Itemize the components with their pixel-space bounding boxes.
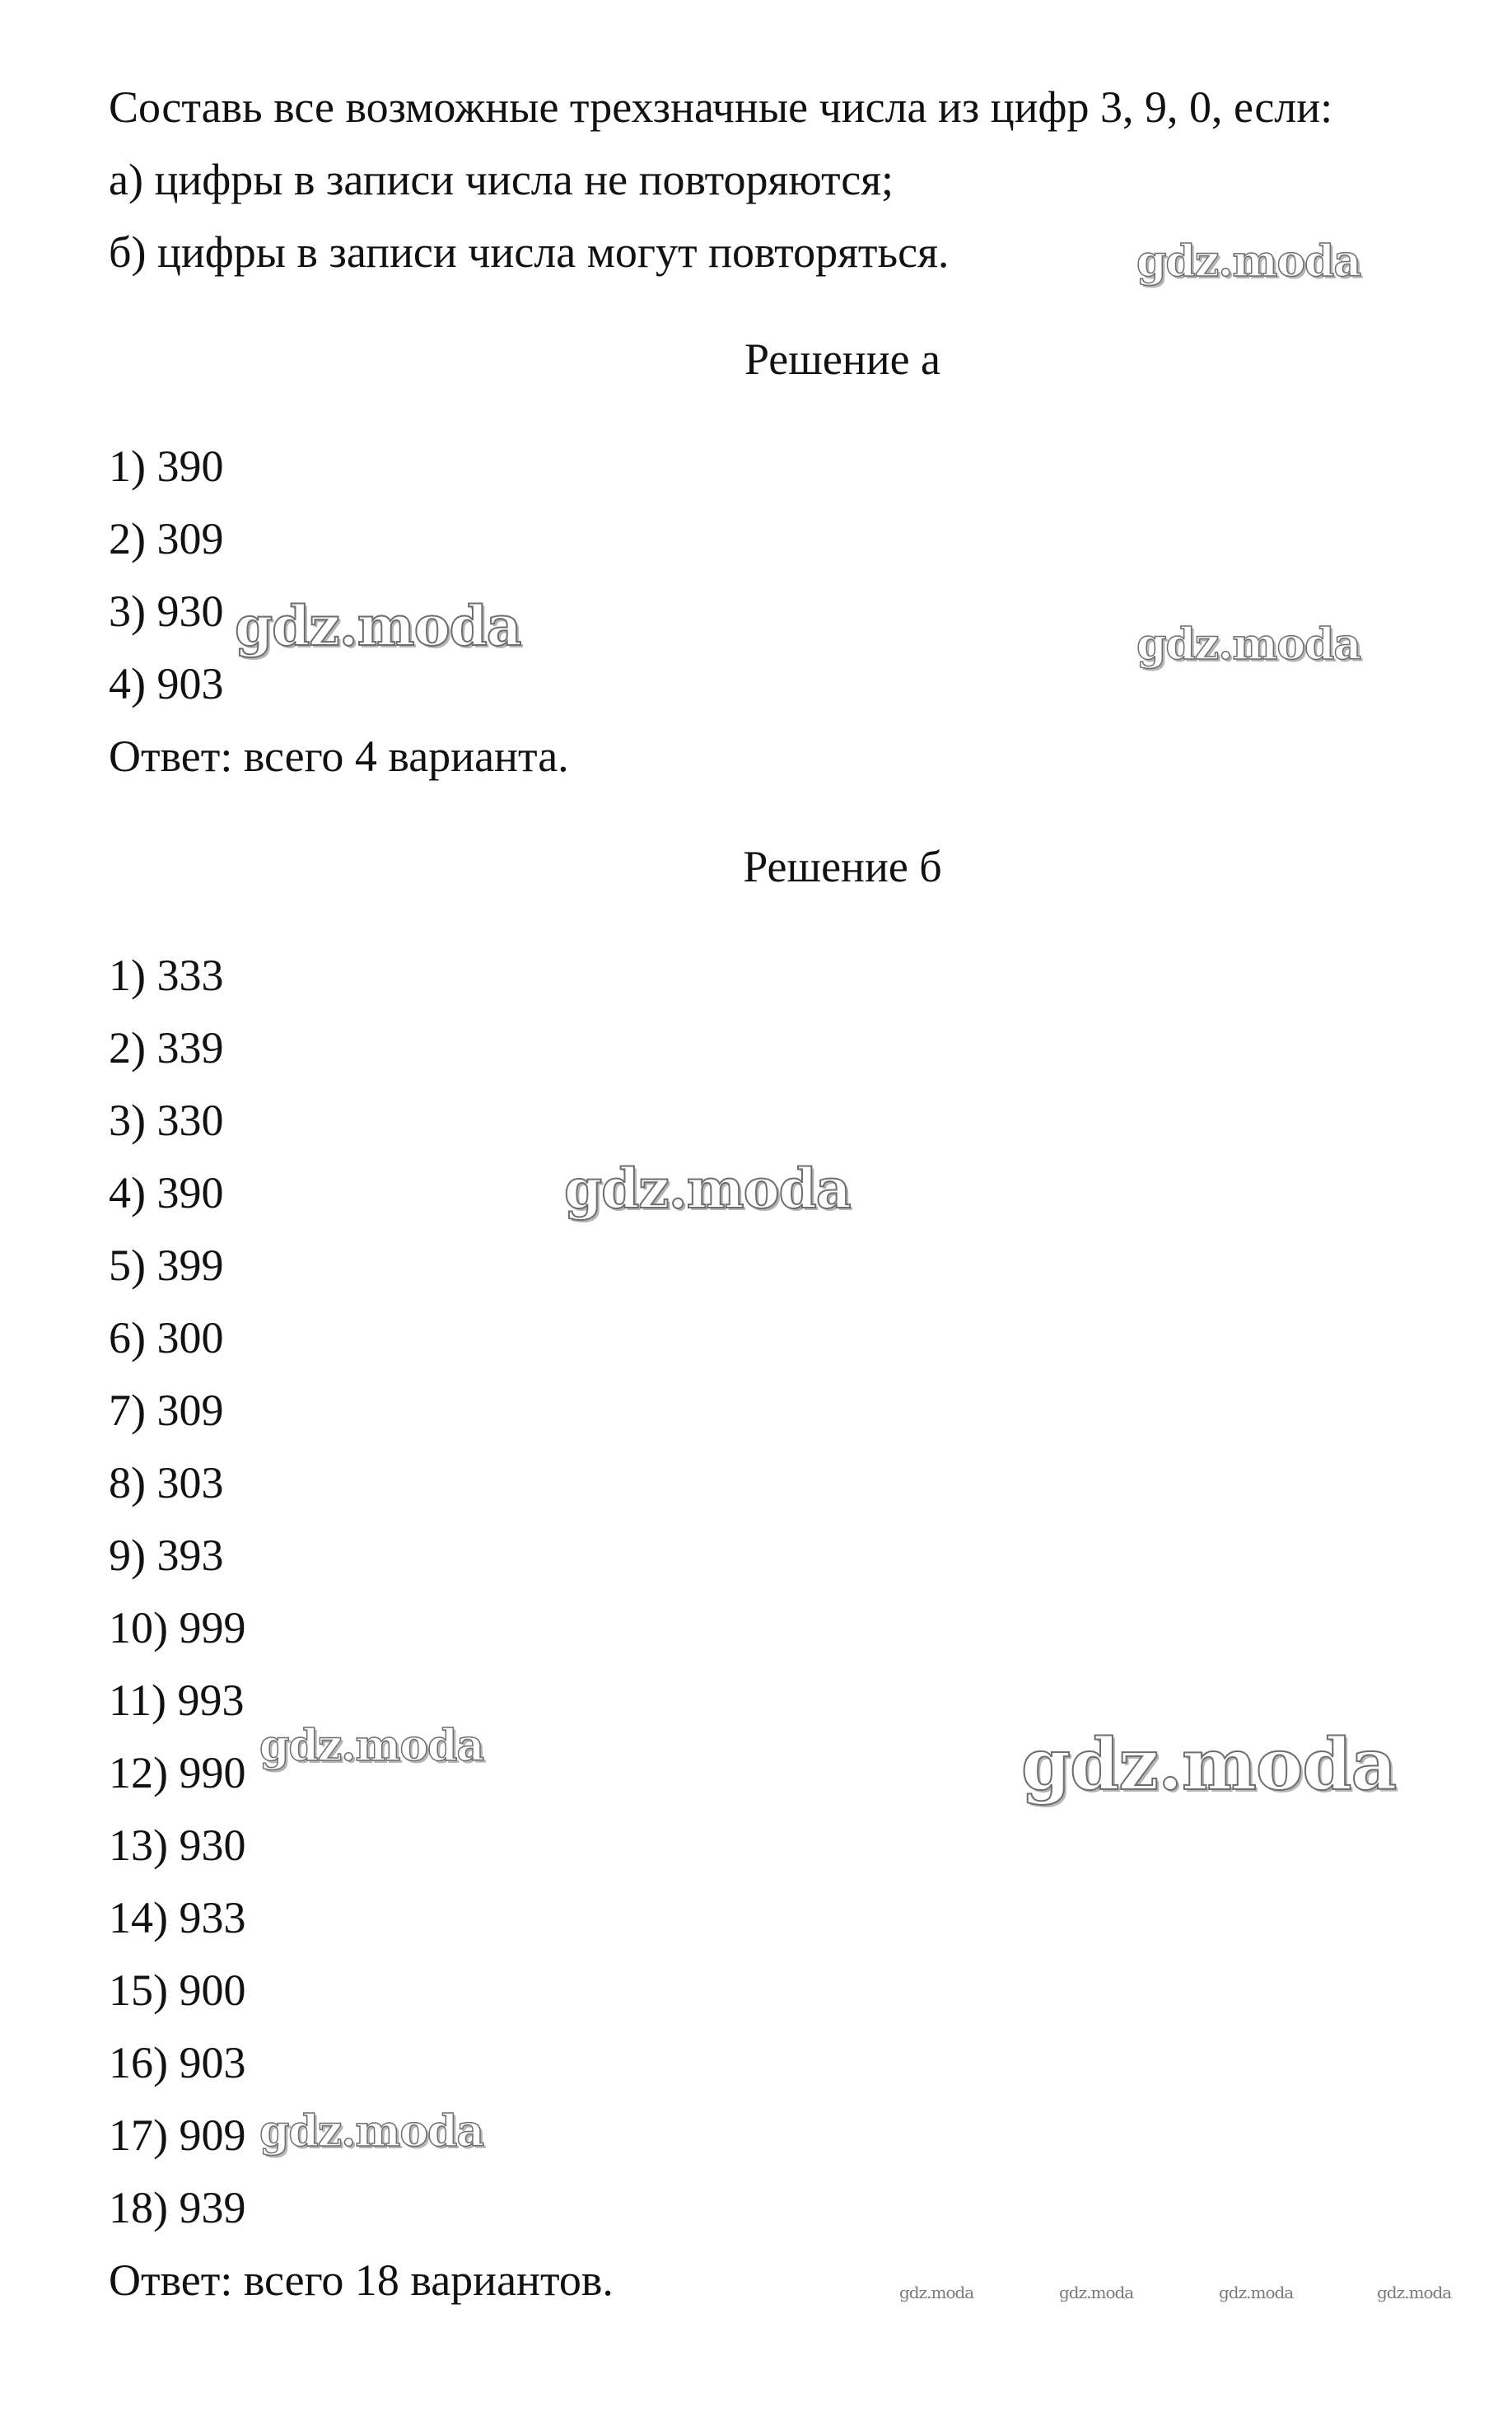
solution-b-item: 2) 339: [109, 1023, 224, 1073]
solution-b-item: 1) 333: [109, 951, 224, 1000]
solution-b-item: 10) 999: [109, 1603, 246, 1652]
task-line-1: Составь все возможные трехзначные числа из цифр 3, 9, 0, если:: [109, 82, 1333, 132]
solution-a-heading: Решение а: [744, 334, 941, 384]
solution-b-heading: Решение б: [743, 842, 942, 891]
solution-b-item: 5) 399: [109, 1241, 224, 1290]
solution-a-answer: Ответ: всего 4 варианта.: [109, 731, 569, 781]
solution-a-item: 3) 930: [109, 587, 224, 636]
solution-a-item: 2) 309: [109, 514, 224, 563]
solution-b-item: 3) 330: [109, 1096, 224, 1145]
solution-b-item: 7) 309: [109, 1386, 224, 1435]
watermark-logo: gdz.moda: [1219, 2283, 1294, 2302]
solution-b-item: 18) 939: [109, 2183, 246, 2232]
solution-b-item: 16) 903: [109, 2038, 246, 2087]
solution-a-item: 1) 390: [109, 442, 224, 491]
watermark-logo: gdz.moda: [564, 1157, 851, 1221]
solution-b-item: 17) 909: [109, 2110, 246, 2160]
solution-a-item: 4) 903: [109, 659, 224, 708]
watermark-logo: gdz.moda: [1377, 2283, 1452, 2302]
solution-b-item: 12) 990: [109, 1748, 246, 1797]
solution-b-item: 6) 300: [109, 1313, 224, 1362]
solution-b-item: 4) 390: [109, 1168, 224, 1218]
solution-b-item: 14) 933: [109, 1893, 246, 1942]
task-line-2: а) цифры в записи числа не повторяются;: [109, 155, 894, 204]
watermark-logo: gdz.moda: [235, 594, 521, 658]
solution-b-item: 9) 393: [109, 1531, 224, 1580]
solution-b-item: 13) 930: [109, 1820, 246, 1870]
task-line-3: б) цифры в записи числа могут повторяться.: [109, 227, 950, 277]
solution-b-item: 15) 900: [109, 1965, 246, 2015]
watermark-logo: gdz.moda: [1136, 619, 1361, 670]
solution-b-item: 8) 303: [109, 1458, 224, 1507]
watermark-logo: gdz.moda: [899, 2283, 974, 2302]
watermark-logo: gdz.moda: [1136, 236, 1361, 287]
solution-b-item: 11) 993: [109, 1676, 245, 1725]
watermark-logo: gdz.moda: [259, 2106, 484, 2157]
watermark-logo: gdz.moda: [259, 1721, 484, 1771]
watermark-logo: gdz.moda: [1059, 2283, 1134, 2302]
solution-b-answer: Ответ: всего 18 вариантов.: [109, 2255, 614, 2305]
watermark-logo: gdz.moda: [1021, 1723, 1397, 1806]
